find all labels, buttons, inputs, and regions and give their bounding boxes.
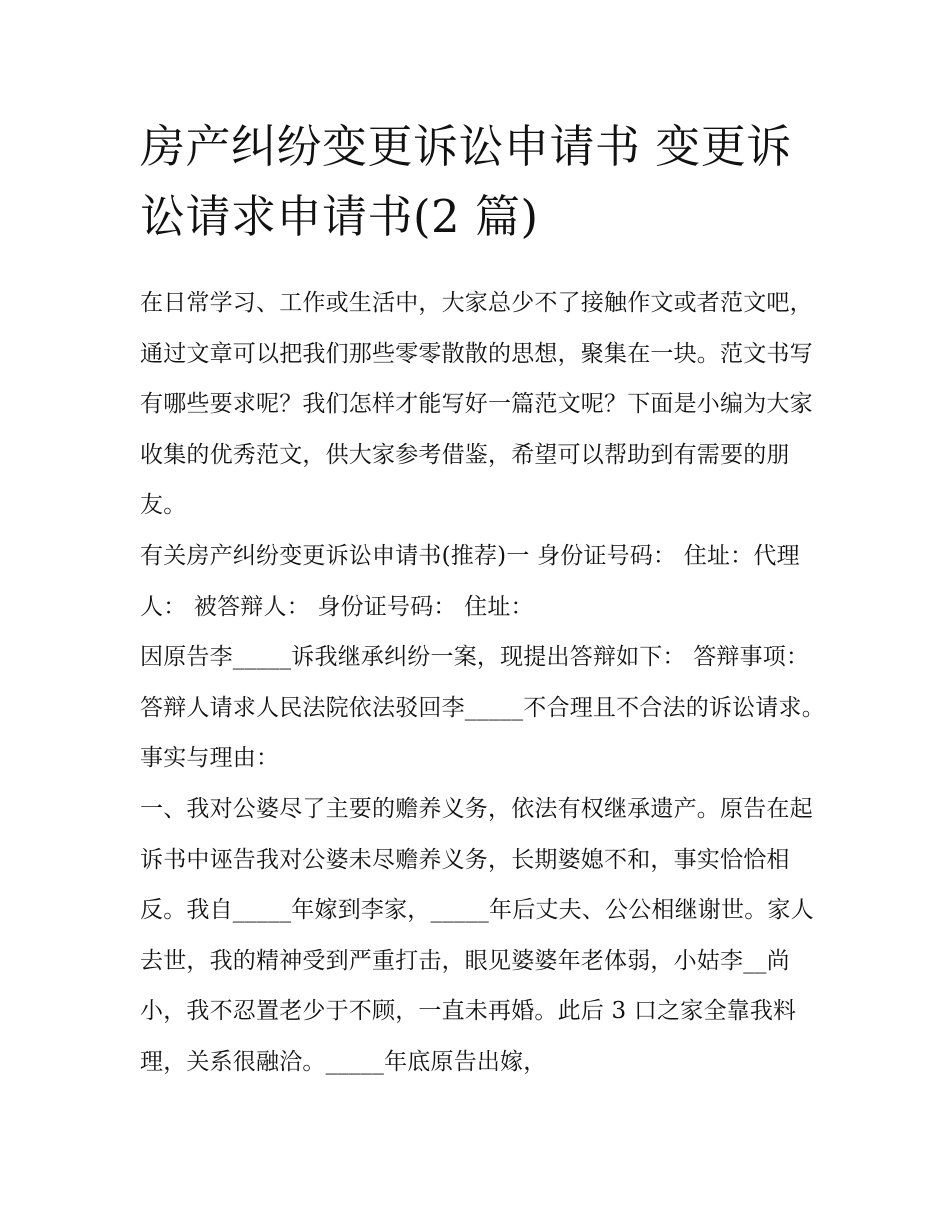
defense-items-paragraph: 因原告李_____诉我继承纠纷一案，现提出答辩如下： 答辩事项：答辩人请求人民法院依法驳回李_____不合理且不合法的诉讼请求。 事实与理由： (140, 644, 825, 772)
intro-paragraph: 在日常学习、工作或生活中，大家总少不了接触作文或者范文吧，通过文章可以把我们那些零零散散的思想，聚集在一块。范文书写有哪些要求呢？我们怎样才能写好一篇范文呢？下面是小编为大家收集的优秀范文，供大家参考借鉴，希望可以帮助到有需要的朋友。 (140, 290, 813, 519)
document-title: 房产纠纷变更诉讼申请书 变更诉讼请求申请书(2 篇) (140, 120, 792, 243)
document-body (140, 278, 830, 1088)
reason-one-paragraph: 一、我对公婆尽了主要的赡养义务，依法有权继承遗产。原告在起诉书中诬告我对公婆未尽赡养义务，长期婆媳不和，事实恰恰相反。我自_____年嫁到李家，_____年后丈夫、公公相继谢世。家人去世，我的精神受到严重打击，眼见婆婆年老体弱，小姑李__尚小，我不忍置老少于不顾，一直未再婚。此后 3 口之家全靠我料理，关系很融洽。_____年底原告出嫁， (140, 795, 814, 1075)
party-info-paragraph: 有关房产纠纷变更诉讼申请书(推荐)一 身份证号码： 住址：代理人： 被答辩人： 身份证号码： 住址： (140, 542, 800, 620)
